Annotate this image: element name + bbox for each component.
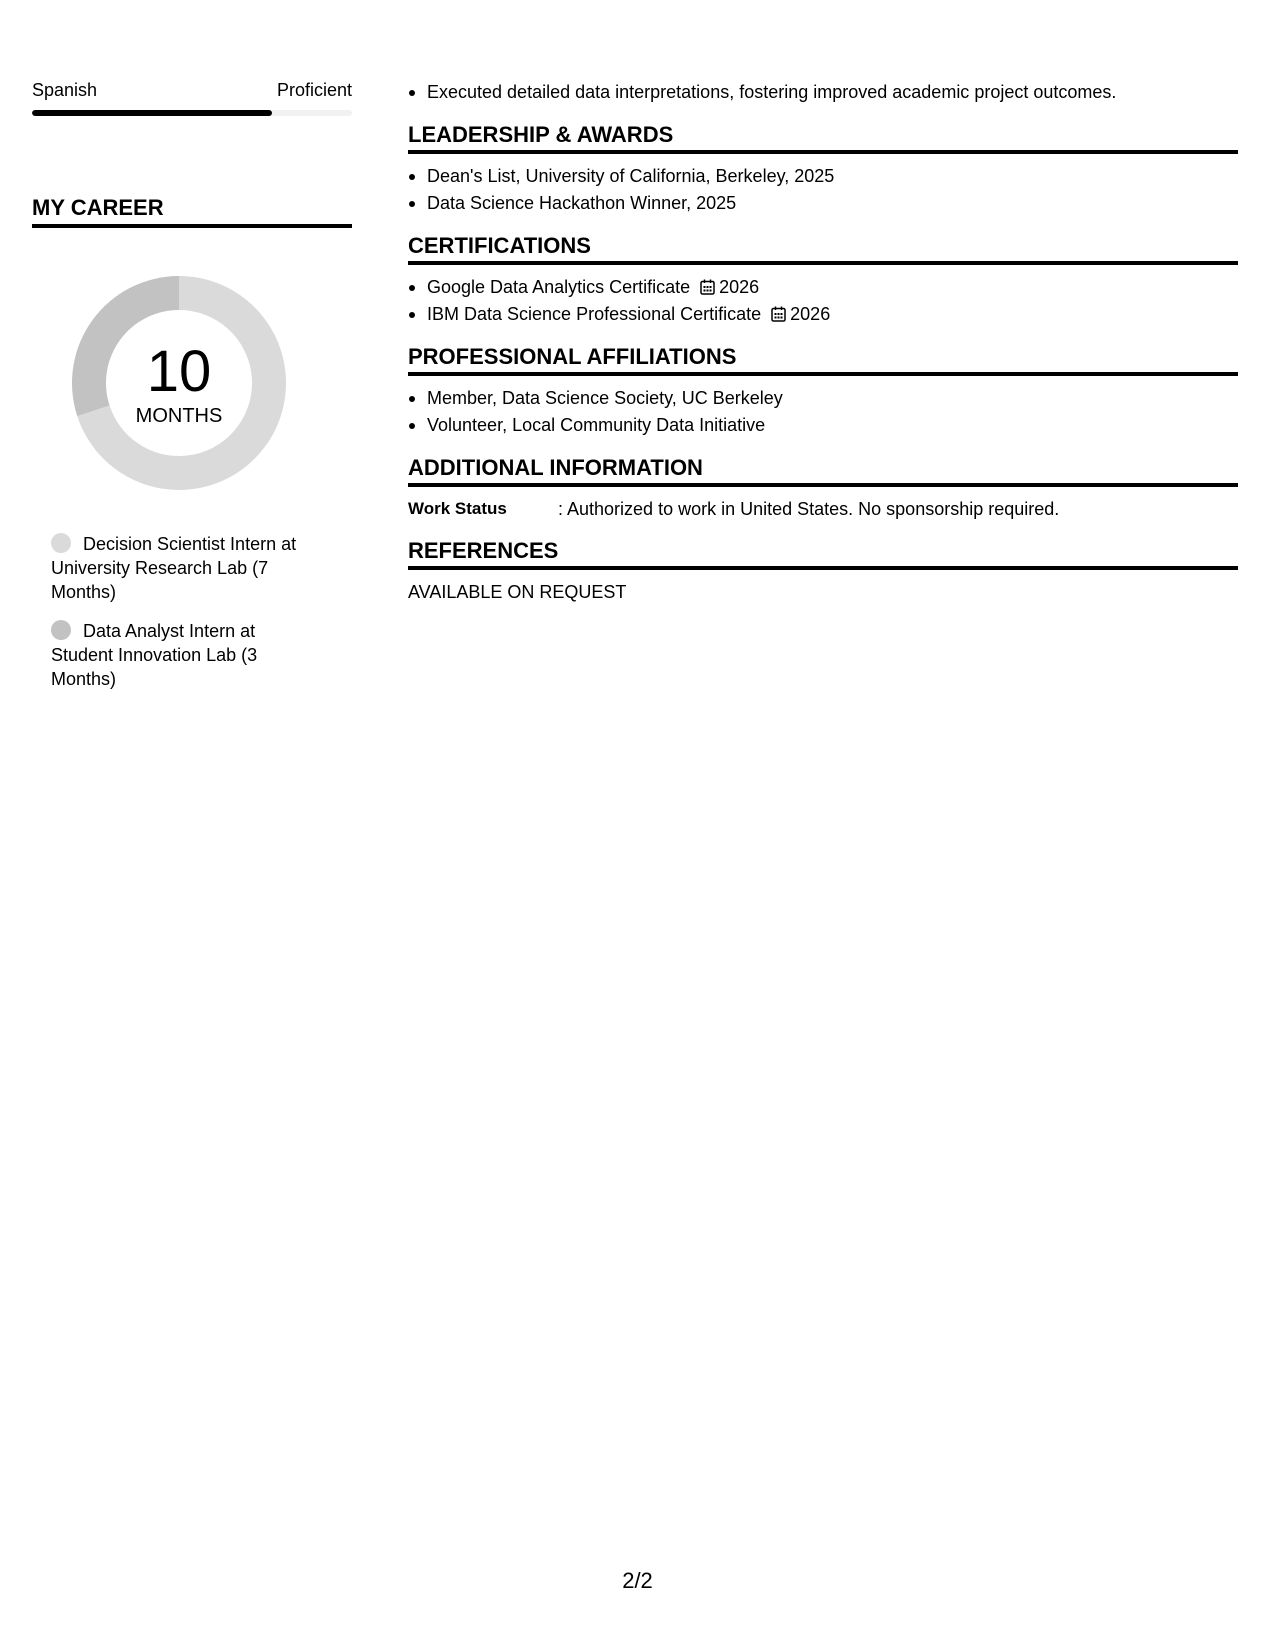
career-total-months: 10 <box>146 339 212 404</box>
legend-label: Data Analyst Intern at Student Innovation Lab (3 Months) <box>51 621 258 689</box>
work-status-row <box>408 496 1238 522</box>
experience-tail-list <box>408 79 1238 106</box>
affiliations-section <box>408 343 1238 439</box>
certification-year: 2026 <box>719 277 760 297</box>
career-legend-item <box>51 532 312 604</box>
legend-label: Decision Scientist Intern at University Research Lab (7 Months) <box>51 534 297 602</box>
language-row <box>32 78 352 102</box>
legend-dot <box>51 620 71 640</box>
certification-name: IBM Data Science Professional Certificate <box>427 304 762 324</box>
list-item: Executed detailed data interpretations, fostering improved academic project outcomes. <box>408 79 1238 106</box>
section-heading: CERTIFICATIONS <box>408 232 1238 265</box>
certification-name: Google Data Analytics Certificate <box>427 277 691 297</box>
list-item <box>408 274 1238 301</box>
additional-info-section <box>408 454 1238 522</box>
language-level: Proficient <box>276 80 352 100</box>
language-proficiency-fill <box>32 110 272 116</box>
donut-center-label <box>66 270 292 496</box>
career-heading: MY CAREER <box>32 194 352 228</box>
career-total-unit: MONTHS <box>135 405 223 427</box>
right-column <box>408 79 1238 605</box>
section-heading: REFERENCES <box>408 537 1238 570</box>
certifications-section <box>408 232 1238 328</box>
legend-dot <box>51 533 71 553</box>
leadership-section <box>408 121 1238 217</box>
references-text: AVAILABLE ON REQUEST <box>408 582 627 602</box>
page-number: 2/2 <box>622 1568 653 1593</box>
section-heading: PROFESSIONAL AFFILIATIONS <box>408 343 1238 376</box>
calendar-icon <box>700 279 715 295</box>
references-section <box>408 537 1238 605</box>
language-entry <box>32 78 352 116</box>
career-legend-item <box>51 619 312 691</box>
list-item: Volunteer, Local Community Data Initiative <box>408 412 1238 439</box>
calendar-icon <box>771 306 786 322</box>
list-item: Data Science Hackathon Winner, 2025 <box>408 190 1238 217</box>
certification-year: 2026 <box>790 304 831 324</box>
language-name: Spanish <box>32 80 98 100</box>
work-status-value: : Authorized to work in United States. No sponsorship required. <box>558 499 1060 519</box>
career-donut-chart <box>66 270 292 496</box>
section-heading: LEADERSHIP & AWARDS <box>408 121 1238 154</box>
work-status-label: Work Status <box>408 499 507 518</box>
language-proficiency-bar <box>32 110 352 116</box>
certifications-list <box>408 274 1238 328</box>
list-item: Dean's List, University of California, Berkeley, 2025 <box>408 163 1238 190</box>
list-item: Member, Data Science Society, UC Berkeley <box>408 385 1238 412</box>
career-legend <box>32 532 312 691</box>
left-column <box>32 78 352 706</box>
section-heading: ADDITIONAL INFORMATION <box>408 454 1238 487</box>
leadership-list <box>408 163 1238 217</box>
affiliations-list <box>408 385 1238 439</box>
list-item <box>408 301 1238 328</box>
